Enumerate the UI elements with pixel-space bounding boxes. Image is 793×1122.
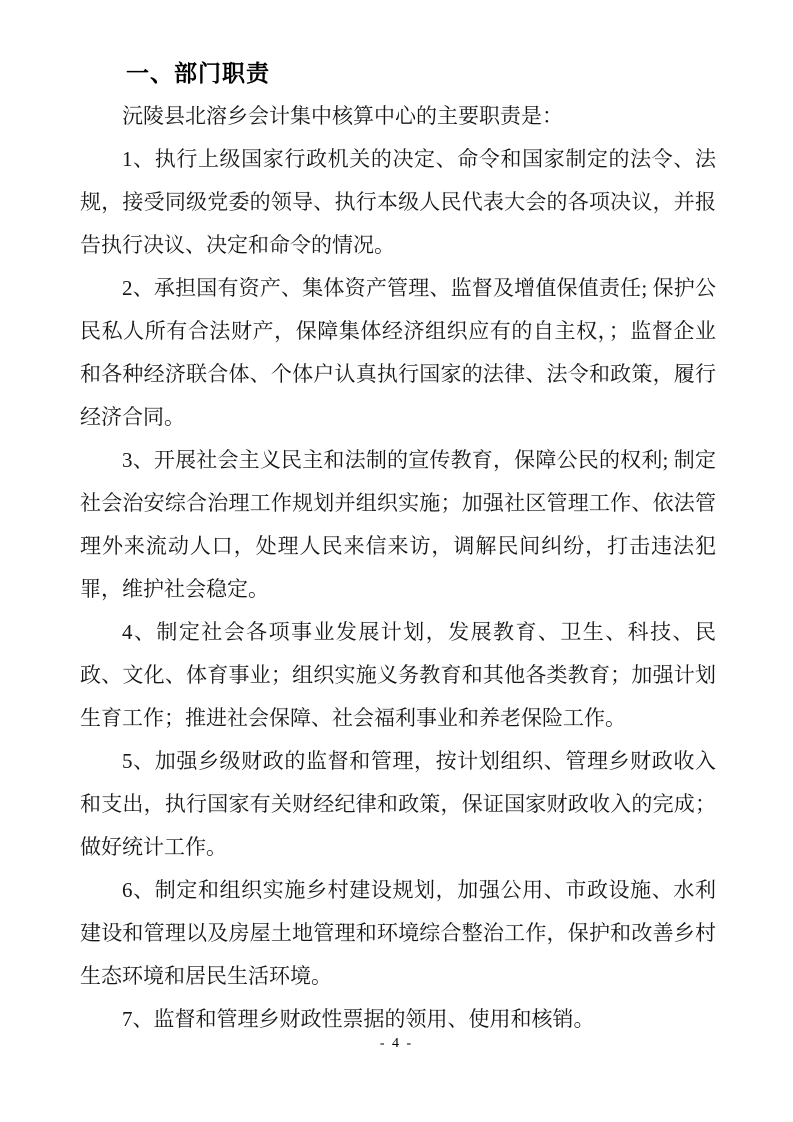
page-footer — [0, 1034, 793, 1052]
paragraph-item-4: 4、制定社会各项事业发展计划，发展教育、卫生、科技、民政、文化、体育事业；组织实施义务教育和其他各类教育；加强计划生育工作；推进社会保障、社会福利事业和养老保险工作。 — [80, 620, 716, 730]
paragraph-item-2: 2、承担国有资产、集体资产管理、监督及增值保值责任; 保护公民私人所有合法财产，保障集体经济组织应有的自主权，；监督企业和各种经济联合体、个体户认真执行国家的法律、法令和政策，履行经济合同。 — [80, 276, 716, 429]
intro-paragraph: 沅陵县北溶乡会计集中核算中心的主要职责是： — [122, 104, 563, 128]
paragraph-item-7: 7、监督和管理乡财政性票据的领用、使用和核销。 — [122, 1007, 595, 1031]
page-number: - 4 - — [379, 1036, 414, 1051]
paragraph-item-6: 6、制定和组织实施乡村建设规划，加强公用、市政设施、水利建设和管理以及房屋土地管理和环境综合整治工作，保护和改善乡村生态环境和居民生活环境。 — [80, 878, 716, 988]
paragraph-item-3: 3、开展社会主义民主和法制的宣传教育，保障公民的权利; 制定社会治安综合治理工作规划并组织实施；加强社区管理工作、依法管理外来流动人口，处理人民来信来访，调解民间纠纷，打击违法犯罪，维护社会稳定。 — [80, 448, 716, 601]
paragraph-item-1: 1、执行上级国家行政机关的决定、命令和国家制定的法令、法规，接受同级党委的领导、执行本级人民代表大会的各项决议，并报告执行决议、决定和命令的情况。 — [80, 147, 716, 257]
document-body — [80, 52, 716, 1041]
paragraph-item-5: 5、加强乡级财政的监督和管理，按计划组织、管理乡财政收入和支出，执行国家有关财经纪律和政策，保证国家财政收入的完成；做好统计工作。 — [80, 749, 716, 859]
section-heading: 一、部门职责 — [126, 60, 270, 86]
